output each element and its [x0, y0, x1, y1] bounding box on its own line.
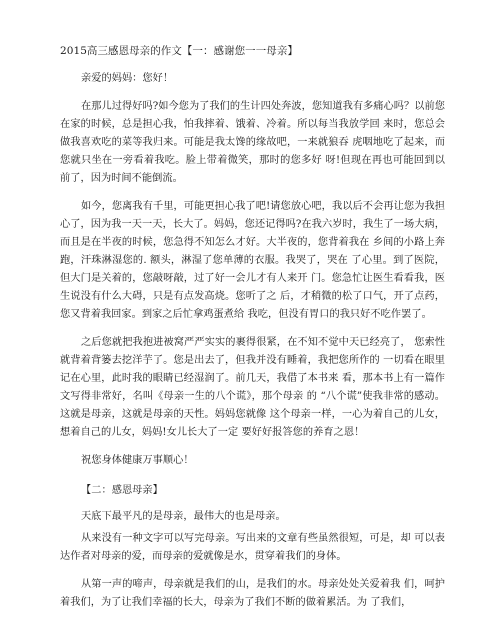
- section-2-heading: 【二：感恩母亲】: [81, 485, 163, 496]
- paragraph-1: 在那儿过得好吗?如今您为了我们的生计四处奔波，您知道我有多痛心吗？以前您在家的时候，总是担心我，怕我摔着、饿着、冷着。所以每当我放学回 来时，您总会做我喜欢吃的菜等我归来。可能是我太馋的缘故吧，一来就狼吞 虎咽地吃了起来，而您就只坐在一旁看着我吃。脸上带着微笑，那时的您多好 呀!但现在再也可能回到以前了，因为时间不能倒流。: [60, 101, 445, 184]
- essay-body: [60, 42, 445, 622]
- letter-greeting: 亲爱的妈妈：您好！: [81, 73, 174, 84]
- paragraph-3: 之后您就把我抱进被窝严严实实的裹得很紧，在不知不觉中天已经亮了， 您索性就背着背篓去挖洋芋了。您是出去了，但我并没有睡着，我把您所作的 一切看在眼里记在心里，此时我的眼睛已经湿润了。前几天，我借了本书来 看，那本书上有一篇作文写得非常好，名叫《母亲一生的八个谎》，那个母亲 的 “八个谎”使我非常的感动。这就是母亲，这就是母亲的天性。妈妈您就像 这个母亲一样，一心为着自己的儿女，想着自己的儿女，妈妈!女儿长大了一定 要好好报答您的养育之恩！: [60, 337, 445, 438]
- document-title: 2015高三感恩母亲的作文【一：感谢您一一母亲】: [60, 45, 298, 57]
- section-2-paragraph-1: 天底下最平凡的是母亲，最伟大的也是母亲。: [81, 511, 286, 522]
- letter-closing: 祝您身体健康万事顺心！: [81, 455, 194, 466]
- section-2-paragraph-3: 从第一声的啼声，母亲就是我们的山，是我们的水。母亲处处关爱着我 们，呵护着我们，为了让我们幸福的长大，母亲为了我们不断的做着累活。为 了我们，: [60, 579, 445, 608]
- paragraph-2: 如今，您离我有千里，可能更担心我了吧!请您放心吧，我以后不会再让您为我担心了，因为我一天一天，长大了。妈妈，您还记得吗?在我六岁时，我生了一场大病，而且是在半夜的时候，您急得不知怎么才好。大半夜的，您背着我在 乡间的小路上奔跑，汗珠淋湿您的. 额头，淋湿了您单薄的衣服。我哭了，哭在 了心里。到了医院，但大门是关着的，您敲呀敲，过了好一会儿才有人来开 门。您急忙让医生看看我，医生说没有什么大碍，只是有点发高烧。您听了之 后，才稍微的松了口气，开了点药，您又背着我回家。到家之后忙拿鸡蛋煮给 我吃，但没有胃口的我只好不吃作罢了。: [60, 201, 445, 320]
- section-2-paragraph-2: 从来没有一种文字可以写完母亲。写出来的文章有些虽然很短，可是，却 可以表达作者对母亲的爱，而母亲的爱就像是水，贯穿着我们的身体。: [60, 533, 445, 562]
